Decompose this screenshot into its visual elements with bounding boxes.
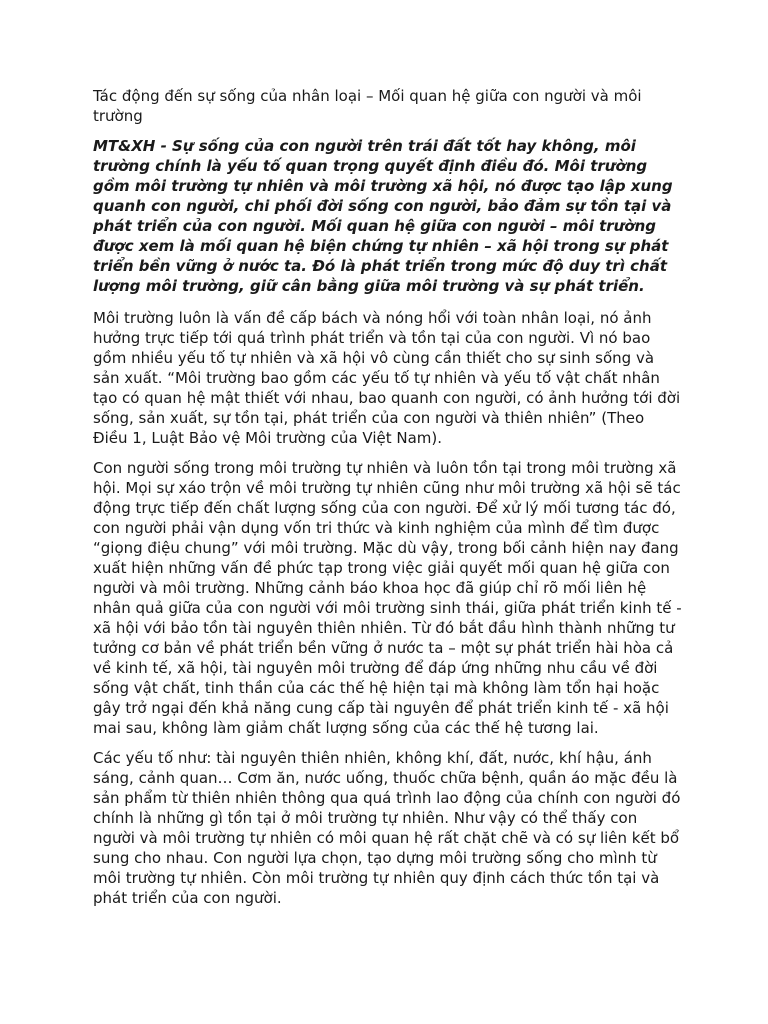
article-lead: MT&XH - Sự sống của con người trên trái đất tốt hay không, môi trường chính là yếu tố quan trọng quyết định điều đó. Môi trường gồm môi trường tự nhiên và môi trường xã hội, nó được tạo lập xung quanh con người, chi phối đời sống con người, bảo đảm sự tồn tại và phát triển của con người. Mối quan hệ giữa con người – môi trường được xem là mối quan hệ biện chứng tự nhiên – xã hội trong sự phát triển bền vững ở nước ta. Đó là phát triển trong mức độ duy trì chất lượng môi trường, giữ cân bằng giữa môi trường và sự phát triển. [93,137,673,295]
article-title: Tác động đến sự sống của nhân loại – Mối quan hệ giữa con người và môi trường [93,87,642,125]
body-paragraph-2: Con người sống trong môi trường tự nhiên và luôn tồn tại trong môi trường xã hội. Mọi sự xáo trộn về môi trường tự nhiên cũng như môi trường xã hội sẽ tác động trực tiếp đến chất lượng sống của con người. Để xử lý mối tương tác đó, con người phải vận dụng vốn tri thức và kinh nghiệm của mình để tìm được “giọng điệu chung” với môi trường. Mặc dù vậy, trong bối cảnh hiện nay đang xuất hiện những vấn đề phức tạp trong việc giải quyết mối quan hệ giữa con người và môi trường. Những cảnh báo khoa học đã giúp chỉ rõ mối liên hệ nhân quả giữa của con người với môi trường sinh thái, giữa phát triển kinh tế - xã hội với bảo tồn tài nguyên thiên nhiên. Từ đó bắt đầu hình thành những tư tưởng cơ bản về phát triển bền vững ở nước ta – một sự phát triển hài hòa cả về kinh tế, xã hội, tài nguyên môi trường để đáp ứng những nhu cầu về đời sống vật chất, tinh thần của các thế hệ hiện tại mà không làm tổn hại hoặc gây trở ngại đến khả năng cung cấp tài nguyên để phát triển kinh tế - xã hội mai sau, không làm giảm chất lượng sống của các thế hệ tương lai. [93,459,682,737]
document-page [93,86,683,918]
body-paragraph-3: Các yếu tố như: tài nguyên thiên nhiên, không khí, đất, nước, khí hậu, ánh sáng, cảnh quan… Cơm ăn, nước uống, thuốc chữa bệnh, quần áo mặc đều là sản phẩm từ thiên nhiên thông qua quá trình lao động của chính con người đó chính là những gì tồn tại ở môi trường tự nhiên. Như vậy có thể thấy con người và môi trường tự nhiên có môi quan hệ rất chặt chẽ và có sự liên kết bổ sung cho nhau. Con người lựa chọn, tạo dựng môi trường sống cho mình từ môi trường tự nhiên. Còn môi trường tự nhiên quy định cách thức tồn tại và phát triển của con người. [93,749,681,907]
body-paragraph-1: Môi trường luôn là vấn đề cấp bách và nóng hổi với toàn nhân loại, nó ảnh hưởng trực tiếp tới quá trình phát triển và tồn tại của con người. Vì nó bao gồm nhiều yếu tố tự nhiên và xã hội vô cùng cần thiết cho sự sinh sống và sản xuất. “Môi trường bao gồm các yếu tố tự nhiên và yếu tố vật chất nhân tạo có quan hệ mật thiết với nhau, bao quanh con người, có ảnh hưởng tới đời sống, sản xuất, sự tồn tại, phát triển của con người và thiên nhiên” (Theo Điều 1, Luật Bảo vệ Môi trường của Việt Nam). [93,309,681,447]
